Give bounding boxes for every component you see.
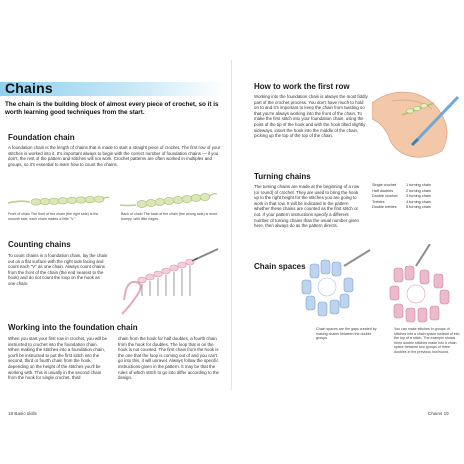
foundation-chain-heading [8,133,75,142]
caption-back-of-chain: Back of chain The back of the chain (the wrong side) is more bumpy, with little ridges. [121,212,218,221]
turning-chains-table [372,183,431,211]
table-row [372,205,431,211]
turning-chain-count: 2 turning chain [406,188,431,193]
turning-chains-heading [254,172,311,181]
working-into-chain-heading-text: Working into the foundation chain [8,323,138,332]
foundation-chain-body: A foundation chain is the length of chains that is made to start a straight piece of crochet. The first row of your stitches is worked into it. It's important always to begin with the correct number of foundation chains — if you don't, the rest of the pattern and stitches will not work. Crochet patterns are often worked in multiples and groups, so it's essential to learn how to count the chains. [8,145,221,167]
blue-chain-space-illustration [296,248,378,324]
caption-front-of-chain: Front of chain The front of the chain (the right side) is the smooth side; each chain makes a little "V." [8,212,99,221]
first-row-heading [254,82,350,91]
turning-chain-count: 1 turning chain [406,183,431,187]
stitch-name: Half doubles [372,188,394,193]
counting-chains-body: To count chains in a foundation chain, lay the chain out on a flat surface with the right side facing and count each "V" as one chain. Always count chains from the front of the chain (the end nearest to the hook) and do not count the loop on the hook as one chain. [8,253,108,286]
working-into-chain-body-col2: chain from the hook for half doubles, a fourth chain from the hook for doubles. The loop that is on the hook is not counted. The first chain from the hook is the one that the loop is coming out of and you can't go into this, it will unravel. Always follow the specific instructions given in the pattern. It may be that the rules of which stitch to go into differ according to the design. [118,336,219,381]
turning-chain-count: 3 turning chain [406,194,431,199]
counting-chains-heading-text: Counting chains [8,240,71,249]
hand-holding-hook-illustration [372,75,460,161]
first-row-body: Working into the foundation chain is always the most fiddly part of the crochet process. You don't have much to hold on to and it's important to keep the chain from twisting so that you're always working into the front of the chain. To make the first stitch into your foundation chain, using the point of the tip of the hook and with the hook tilted slightly sideways, insert the hook into the middle of the chain, picking up the top of the top of the chain. [254,94,368,139]
first-row-heading-text: How to work the first row [254,82,350,91]
right-page [232,0,464,464]
chain-back-illustration [118,190,218,210]
caption-chain-spaces: Chain spaces are the gaps created by making chains between the double groups. [316,327,377,341]
turning-chains-body: The turning chains are made at the beginning of a row (or round) of crochet. They are used to bring the hook up to the right height for the stitches you are going to work in that row. It will be indicated in the pattern whether these chains are counted as the first stitch or not. If your pattern instructions specify a different number of turning chains than the usual number given here, then always do as the pattern directs. [254,184,360,229]
left-folio: 18 Basic skills [8,411,37,416]
foundation-chain-heading-text: Foundation chain [8,133,75,142]
caption-stitches-into-space: You can make stitches in groups of stitches into a chain space instead of into the top of a stitch. The example shows three double stitches made into a chain space between two groups of three doubles in the previous row/round. [394,327,460,354]
stitch-name: Double trebles [372,205,397,210]
chapter-title: Chains [5,80,53,96]
turning-chain-count: 4 turning chain [406,199,431,204]
working-into-chain-heading [8,323,138,332]
stitch-name: Trebles [372,199,385,204]
pink-chain-space-illustration [386,244,462,328]
stitch-name: Double crochet [372,194,398,199]
turning-chain-count: 5 turning chain [406,205,431,210]
working-into-chain-body-col1: When you start your first row in crochet, you will be instructed to crochet into the foundation chain. When making the stitches into a foundation chain, you'll be instructed to put the first stitch into the second, third or fourth chain from the hook, depending on the height of the stitches you'll be working with. This is usually in the second chain from the hook for single crochet, third [8,336,108,381]
turning-chains-heading-text: Turning chains [254,172,311,181]
chain-spaces-heading-text: Chain spaces [254,262,306,271]
stitch-name: Single crochet [372,183,397,187]
intro-text: The chain is the building block of almost every piece of crochet, so it is worth learning good techniques from the start. [5,101,219,117]
counting-chains-illustration [118,244,224,316]
right-folio: Chains 19 [428,411,449,416]
chain-front-illustration [6,192,110,210]
counting-chains-heading [8,240,71,249]
